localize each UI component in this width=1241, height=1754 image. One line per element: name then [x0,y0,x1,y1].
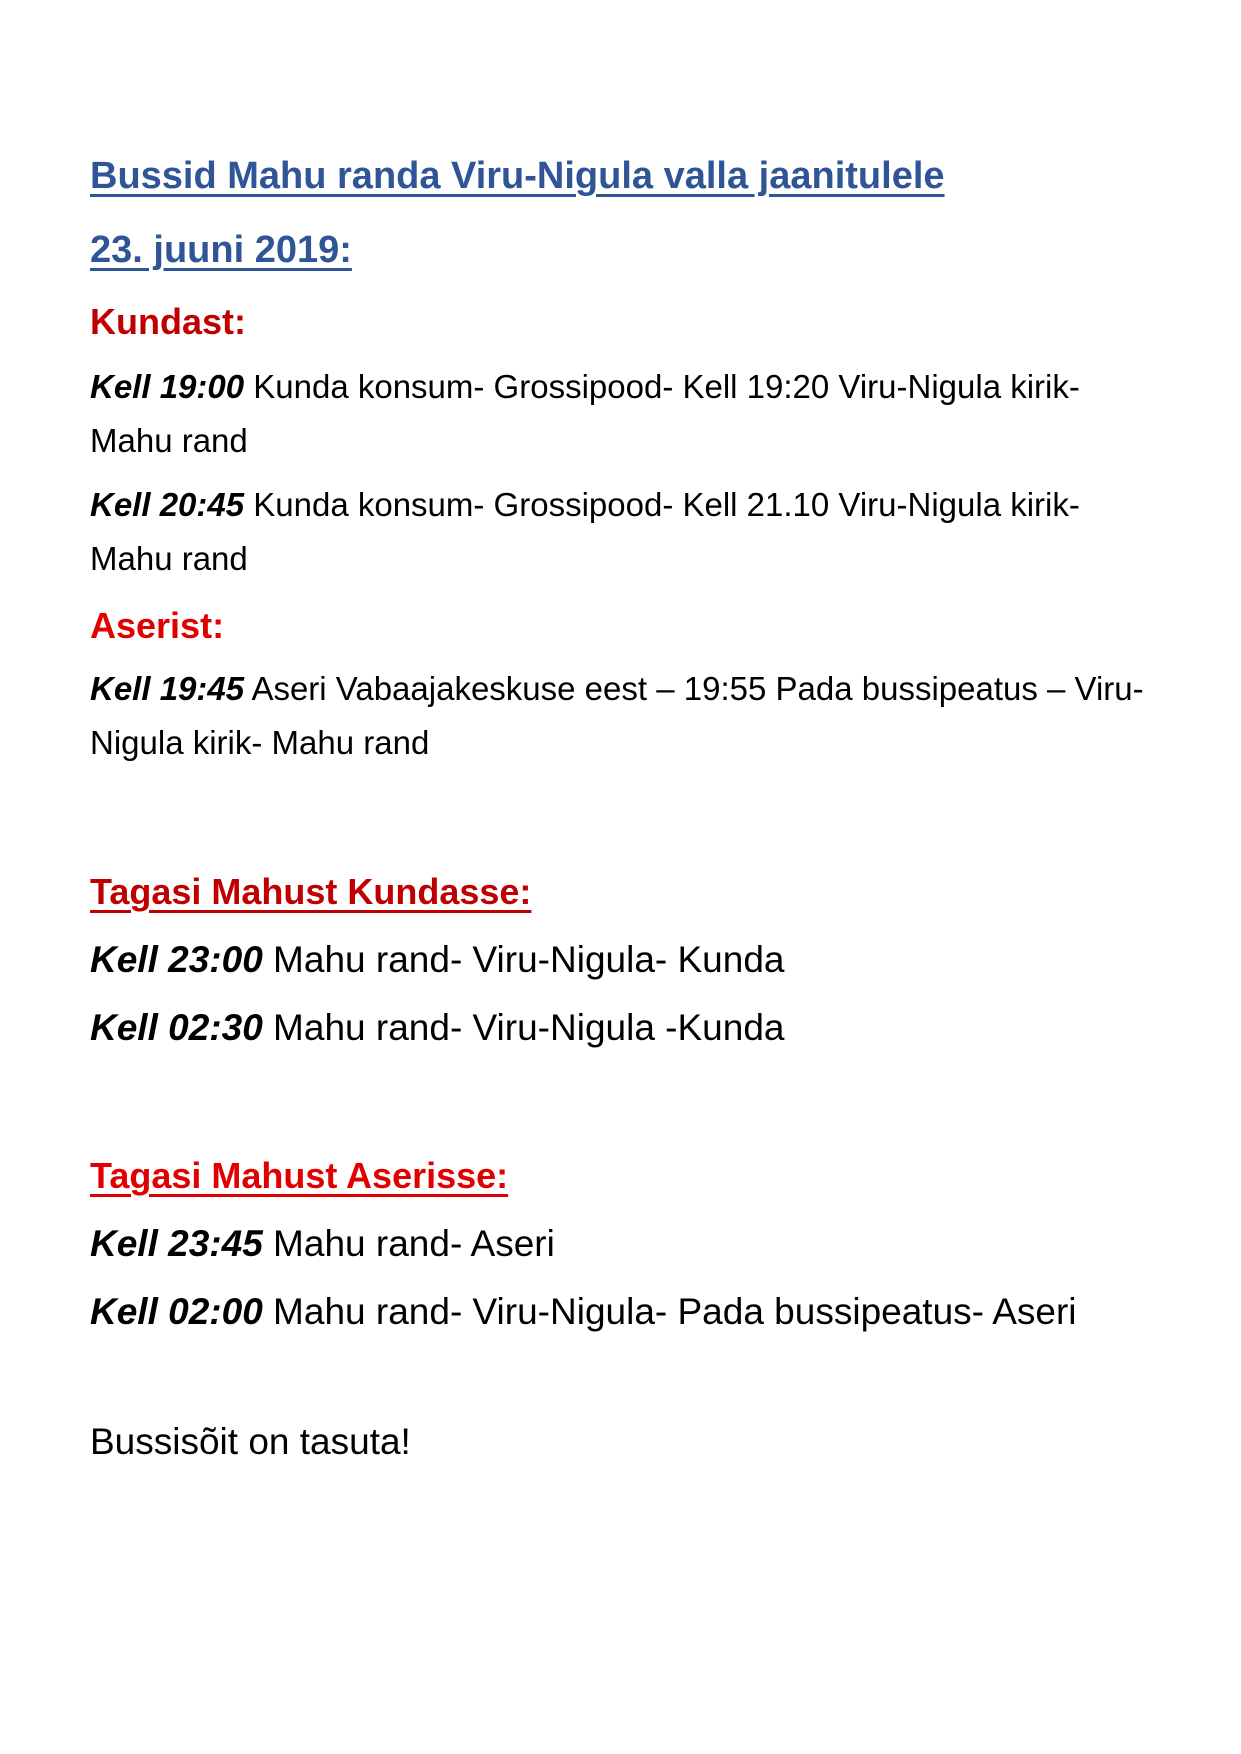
schedule-entry [90,360,1170,468]
schedule-entry [90,930,1170,990]
free-ride-note: Bussisõit on tasuta! [90,1421,411,1462]
departure-time: Kell 02:30 [90,1007,263,1048]
route-text: Mahu rand- Viru-Nigula- Pada bussipeatus- Aseri [262,1291,1077,1332]
departure-time: Kell 23:45 [90,1223,263,1264]
departure-time: Kell 20:45 [90,486,245,523]
schedule-entry [90,998,1170,1058]
departure-time: Kell 19:45 [90,670,245,707]
schedule-entry [90,478,1170,586]
section-heading-tagasi-aserisse: Tagasi Mahust Aserisse: [90,1155,509,1196]
route-text: Mahu rand- Aseri [262,1223,555,1264]
route-text: Aseri Vabaajakeskuse eest – 19:55 Pada bussipeatus – Viru-Nigula kirik- Mahu rand [90,670,1144,761]
section-heading-kundast: Kundast: [90,301,246,342]
schedule-entry [90,1282,1170,1342]
route-text: Kunda konsum- Grossipood- Kell 19:20 Viru-Nigula kirik- Mahu rand [90,368,1080,459]
document-page [90,150,1170,1468]
departure-time: Kell 02:00 [90,1291,263,1332]
section-heading-aserist: Aserist: [90,605,225,646]
route-text: Kunda konsum- Grossipood- Kell 21.10 Viru-Nigula kirik- Mahu rand [90,486,1080,577]
departure-time: Kell 19:00 [90,368,245,405]
schedule-entry [90,662,1170,770]
document-date: 23. juuni 2019: [90,229,352,271]
departure-time: Kell 23:00 [90,939,263,980]
route-text: Mahu rand- Viru-Nigula -Kunda [262,1007,785,1048]
section-heading-tagasi-kundasse: Tagasi Mahust Kundasse: [90,871,532,912]
route-text: Mahu rand- Viru-Nigula- Kunda [262,939,785,980]
document-title: Bussid Mahu randa Viru-Nigula valla jaanitulele [90,155,945,197]
schedule-entry [90,1214,1170,1274]
